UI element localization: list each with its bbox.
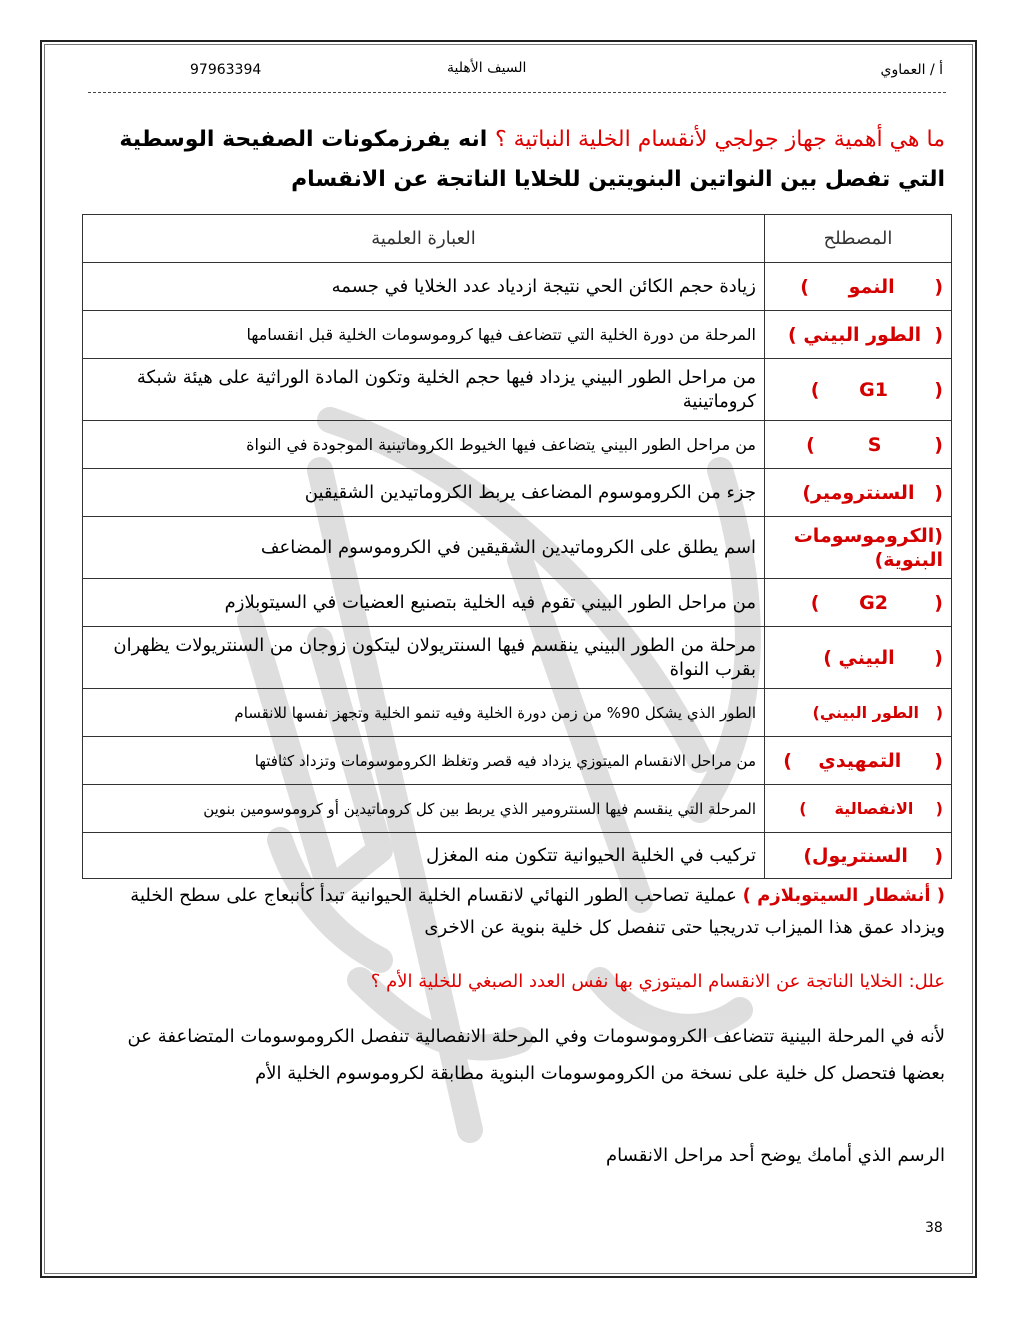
definition-cell: جزء من الكروموسوم المضاعف يربط الكروماتيدين الشقيقين xyxy=(83,469,765,517)
table-row xyxy=(83,737,952,785)
term-cell: ( البيني ) xyxy=(765,627,952,689)
header-author: أ / العماوي xyxy=(880,62,943,78)
definition-cell: المرحلة التي ينقسم فيها السنترومير الذي يربط بين كل كروماتيدين أو كروموسومين بنوين xyxy=(83,785,765,833)
definition-cell: من مراحل الانقسام الميتوزي يزداد فيه قصر وتغلظ الكروموسومات وتزداد كثافتها xyxy=(83,737,765,785)
header-phone: 97963394 xyxy=(190,62,262,78)
question-reason: علل: الخلايا الناتجة عن الانقسام الميتوزي بها نفس العدد الصبغي للخلية الأم ؟ xyxy=(370,971,945,992)
definition-cell: الطور الذي يشكل 90% من زمن دورة الخلية وفيه تنمو الخلية وتجهز نفسها للانقسام xyxy=(83,689,765,737)
page-header xyxy=(90,60,945,82)
term-cell: ( السنتريول) xyxy=(765,833,952,879)
definition-cell: من مراحل الطور البيني تقوم فيه الخلية بتصنيع العضيات في السيتوبلازم xyxy=(83,579,765,627)
table-row xyxy=(83,833,952,879)
cytokinesis-paragraph xyxy=(90,880,945,944)
table-row xyxy=(83,579,952,627)
term-cell: ( النمو ) xyxy=(765,263,952,311)
table-row xyxy=(83,421,952,469)
cytokinesis-term: ( أنشطار السيتوبلازم ) xyxy=(742,885,945,906)
term-cell: ( G2 ) xyxy=(765,579,952,627)
table-row xyxy=(83,263,952,311)
table-row xyxy=(83,359,952,421)
term-cell: ( الطور البيني ) xyxy=(765,311,952,359)
table-row xyxy=(83,469,952,517)
definition-cell: مرحلة من الطور البيني ينقسم فيها السنتريولان ليتكون زوجان من السنتريولات يظهران بقرب النواة xyxy=(83,627,765,689)
terms-table xyxy=(82,214,952,879)
table-row xyxy=(83,689,952,737)
term-cell: (الكروموسومات البنوية) xyxy=(765,517,952,579)
question-golgi-answer: انه يفرزمكونات الصفيحة الوسطية التي تفصل بين النواتين البنويتين للخلايا الناتجة عن الانقسام xyxy=(119,127,945,192)
definition-cell: المرحلة من دورة الخلية التي تتضاعف فيها كروموسومات الخلية قبل انقسامها xyxy=(83,311,765,359)
term-cell: ( التمهيدي ) xyxy=(765,737,952,785)
header-divider xyxy=(88,92,946,93)
page-number: 38 xyxy=(925,1220,943,1236)
question-golgi xyxy=(90,120,945,200)
figure-caption: الرسم الذي أمامك يوضح أحد مراحل الانقسام xyxy=(606,1145,945,1166)
definition-cell: زيادة حجم الكائن الحي نتيجة ازدياد عدد الخلايا في جسمه xyxy=(83,263,765,311)
table-row xyxy=(83,627,952,689)
header-school: السيف الأهلية xyxy=(447,60,527,76)
table-row xyxy=(83,311,952,359)
term-cell: ( السنترومير) xyxy=(765,469,952,517)
term-cell: ( G1 ) xyxy=(765,359,952,421)
definition-cell: تركيب في الخلية الحيوانية تتكون منه المغزل xyxy=(83,833,765,879)
cytokinesis-text: عملية تصاحب الطور النهائي لانقسام الخلية الحيوانية تبدأ كأنبعاج على سطح الخلية ويزداد عمق هذا الميزاب تدريجيا حتى تنفصل كل خلية بنوية عن الاخرى xyxy=(130,885,945,938)
definition-cell: اسم يطلق على الكروماتيدين الشقيقين في الكروموسوم المضاعف xyxy=(83,517,765,579)
table-header-definition: العبارة العلمية xyxy=(83,215,765,263)
definition-cell: من مراحل الطور البيني يزداد فيها حجم الخلية وتكون المادة الوراثية على هيئة شبكة كروماتينية xyxy=(83,359,765,421)
table-row xyxy=(83,517,952,579)
term-cell: ( الانفصالية ) xyxy=(765,785,952,833)
term-cell: ( S ) xyxy=(765,421,952,469)
table-header-row xyxy=(83,215,952,263)
definition-cell: من مراحل الطور البيني يتضاعف فيها الخيوط الكروماتينية الموجودة في النواة xyxy=(83,421,765,469)
term-cell: ( الطور البيني) xyxy=(765,689,952,737)
question-golgi-text: ما هي أهمية جهاز جولجي لأنقسام الخلية النباتية ؟ xyxy=(494,127,945,152)
table-row xyxy=(83,785,952,833)
question-reason-answer: لأنه في المرحلة البينية تتضاعف الكروموسومات وفي المرحلة الانفصالية تنفصل الكروموسومات المتضاعفة عن بعضها فتحصل كل خلية على نسخة من الكروموسومات البنوية مطابقة لكروموسوم الخلية الأم xyxy=(127,1026,945,1084)
table-header-term: المصطلح xyxy=(765,215,952,263)
